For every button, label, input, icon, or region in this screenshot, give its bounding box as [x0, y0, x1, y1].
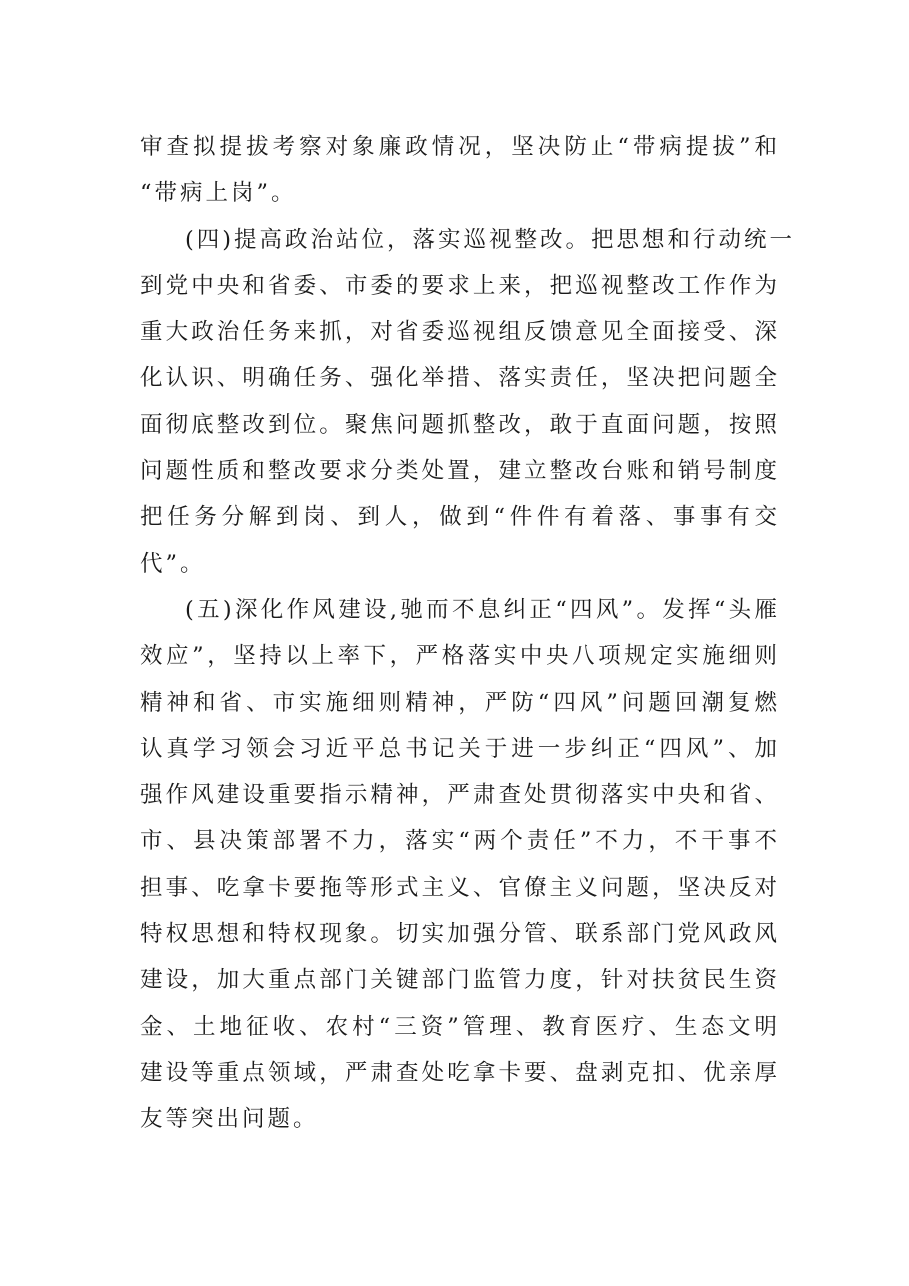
text-line: 把任务分解到岗、到人，做到“件件有着落、事事有交	[140, 504, 780, 531]
text-line: 化认识、明确任务、强化举措、落实责任，坚决把问题全	[140, 365, 780, 392]
text-line: 金、土地征收、农村“三资”管理、教育医疗、生态文明	[140, 1013, 780, 1040]
text-line: 友等突出问题。	[140, 1106, 319, 1133]
document-body	[140, 124, 796, 1143]
text-line: “带病上岗”。	[140, 180, 297, 207]
text-line: 担事、吃拿卡要拖等形式主义、官僚主义问题，坚决反对	[140, 874, 780, 901]
text-line: 建设，加大重点部门关键部门监管力度，针对扶贫民生资	[140, 967, 780, 994]
text-line: 到党中央和省委、市委的要求上来，把巡视整改工作作为	[140, 272, 780, 299]
paragraph-heading-line: (五)深化作风建设,驰而不息纠正“四风”。发挥“头雁	[185, 596, 780, 623]
text-line: 市、县决策部署不力，落实“两个责任”不力，不干事不	[140, 828, 780, 855]
text-line: 面彻底整改到位。聚焦问题抓整改，敢于直面问题，按照	[140, 411, 780, 438]
text-line: 审查拟提拔考察对象廉政情况，坚决防止“带病提拔”和	[140, 134, 780, 160]
paragraph-heading-line: (四)提高政治站位，落实巡视整改。把思想和行动统一	[185, 226, 796, 253]
text-line: 效应”，坚持以上率下，严格落实中央八项规定实施细则	[140, 643, 780, 670]
text-line: 代”。	[140, 550, 206, 577]
text-line: 精神和省、市实施细则精神，严防“四风”问题回潮复燃	[140, 689, 780, 716]
text-line: 重大政治任务来抓，对省委巡视组反馈意见全面接受、深	[140, 319, 780, 346]
text-line: 建设等重点领域，严肃查处吃拿卡要、盘剥克扣、优亲厚	[140, 1059, 780, 1086]
text-line: 强作风建设重要指示精神，严肃查处贯彻落实中央和省、	[140, 782, 780, 809]
text-line: 特权思想和特权现象。切实加强分管、联系部门党风政风	[140, 921, 780, 948]
text-line: 认真学习领会习近平总书记关于进一步纠正“四风”、加	[140, 735, 780, 762]
text-line: 问题性质和整改要求分类处置，建立整改台账和销号制度	[140, 458, 780, 485]
